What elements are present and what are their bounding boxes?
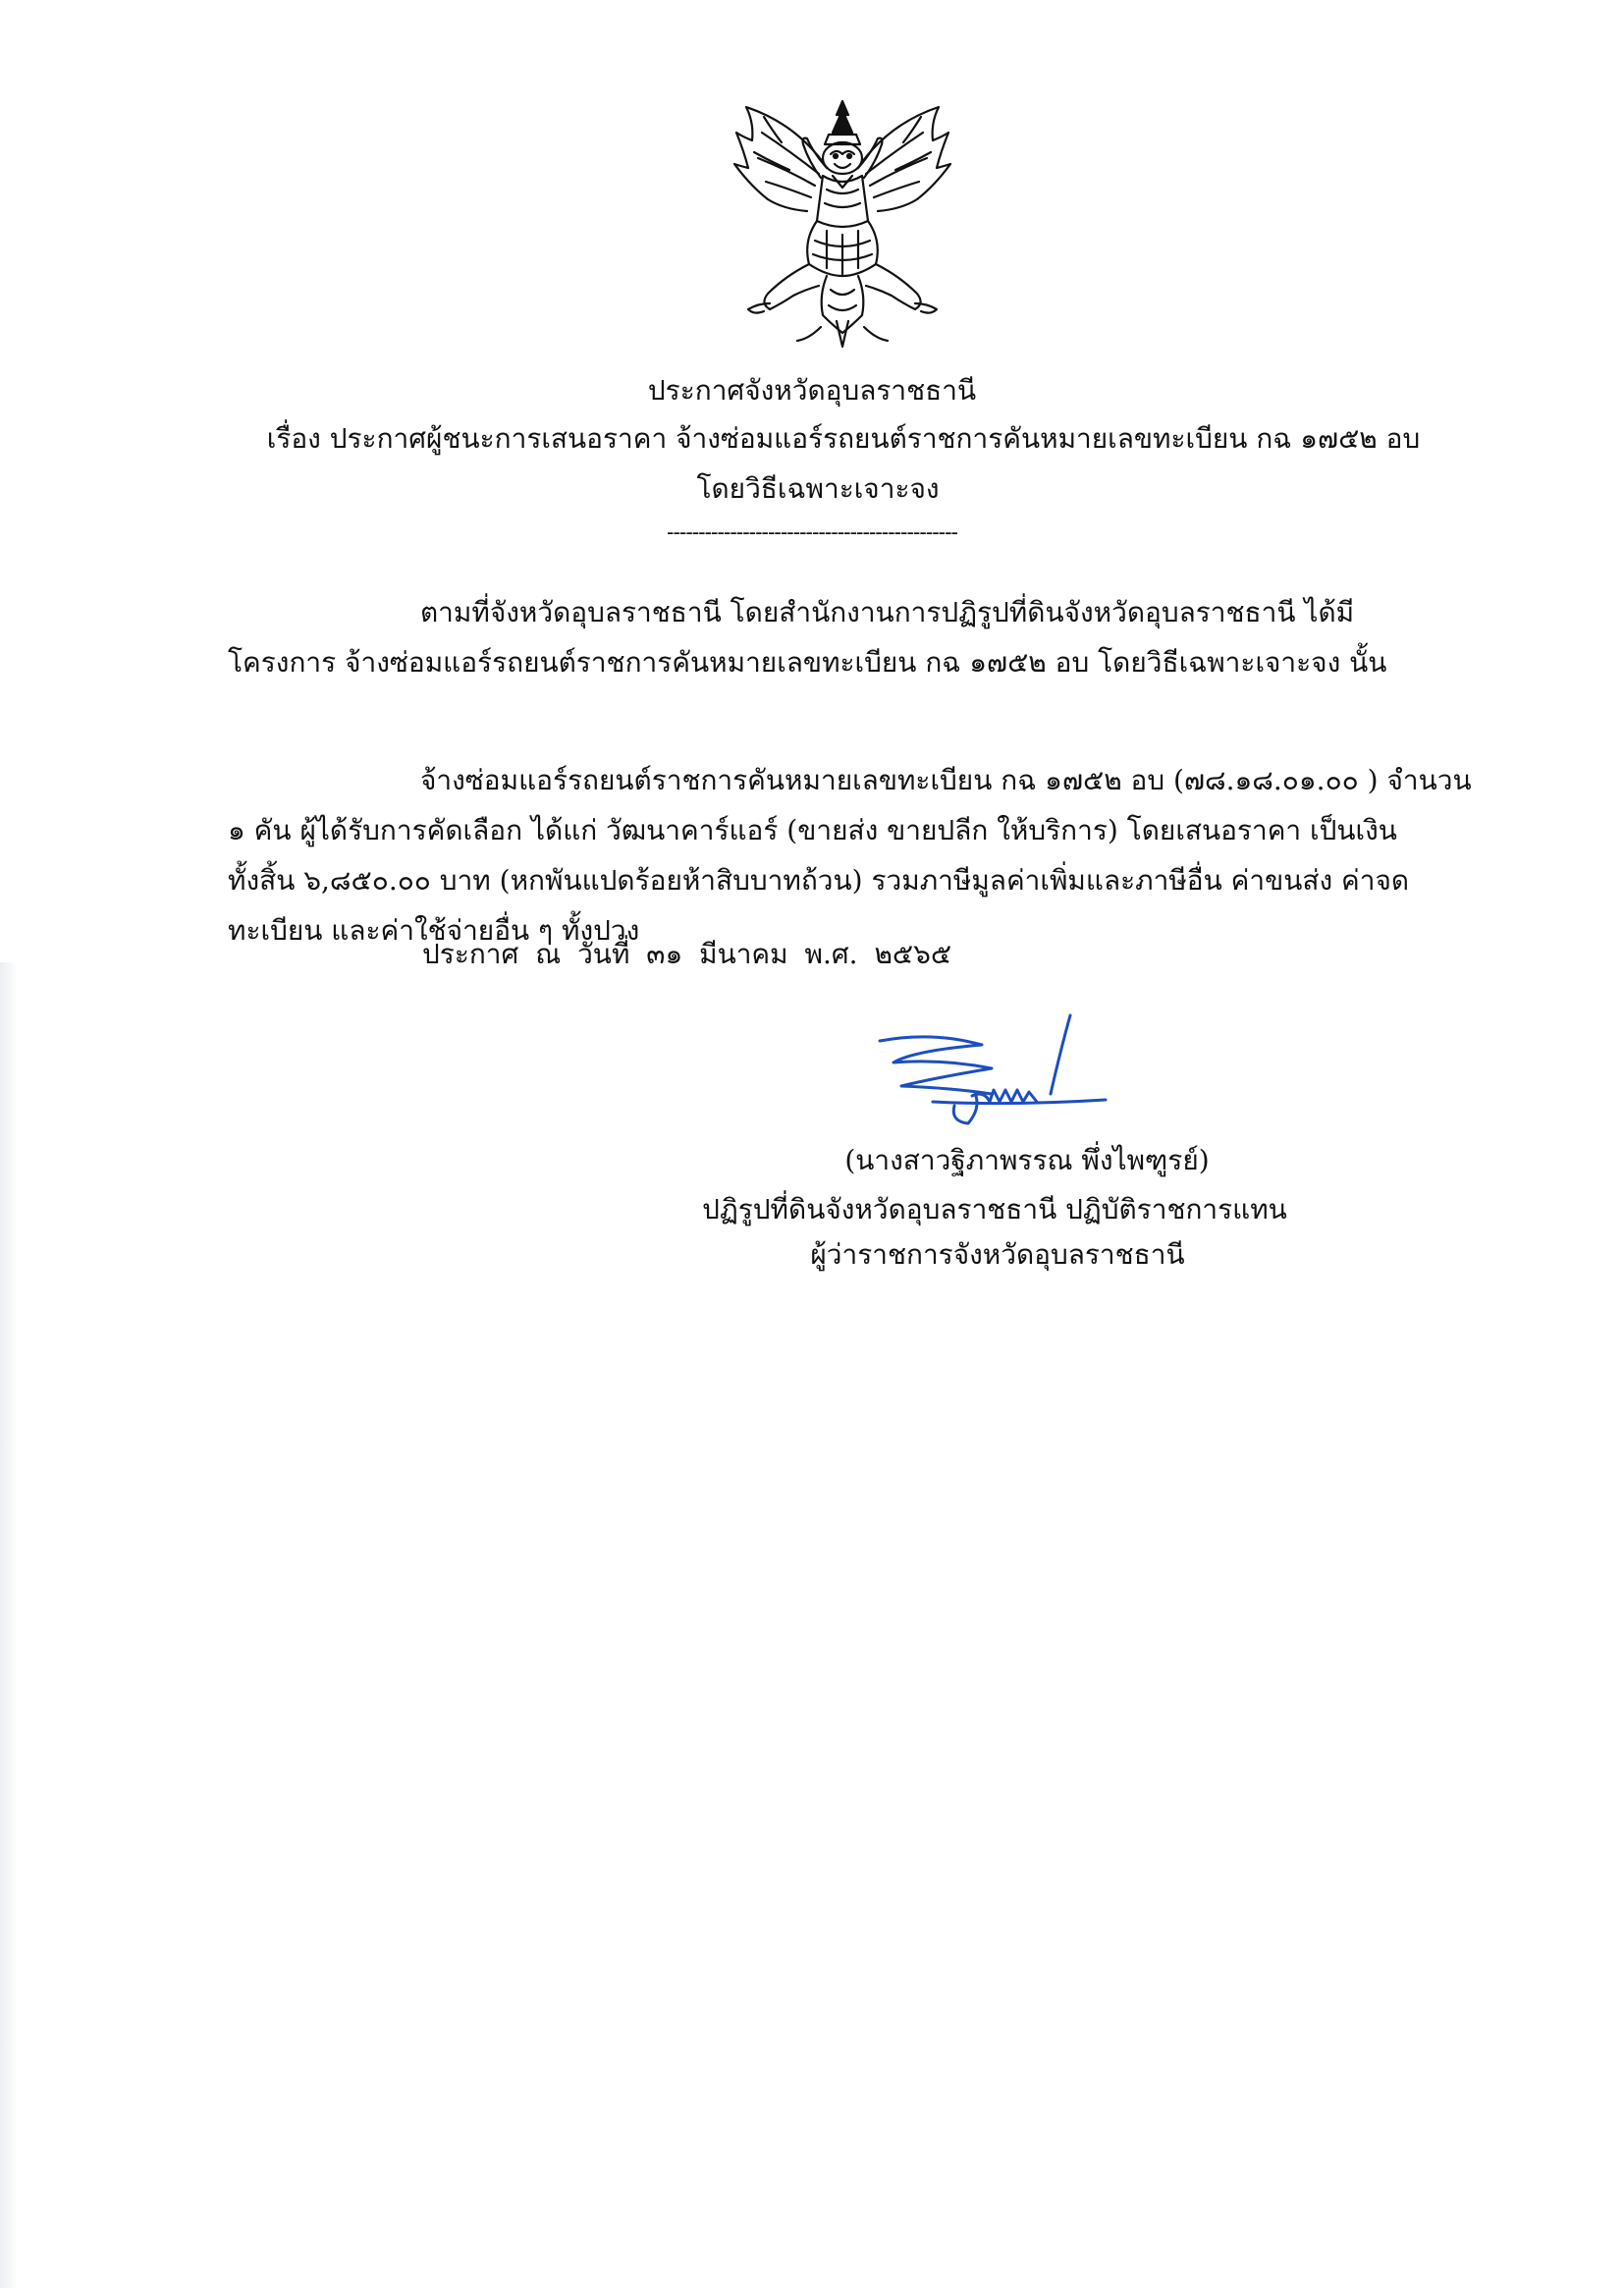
announcement-date: ประกาศ ณ วันที่ ๓๑ มีนาคม พ.ศ. ๒๕๖๕	[422, 938, 952, 970]
paragraph-line: ตามที่จังหวัดอุบลราชธานี โดยสำนักงานการปฏิรูปที่ดินจังหวัดอุบลราชธานี ได้มี	[420, 596, 1355, 628]
paragraph-line: ทะเบียน และค่าใช้จ่ายอื่น ๆ ทั้งปวง	[228, 914, 640, 947]
paragraph-line: ทั้งสิ้น ๖,๘๕๐.๐๐ บาท (หกพันแปดร้อยห้าสิบบาทถ้วน) รวมภาษีมูลค่าเพิ่มและภาษีอื่น ค่าขนส่ง ค่าจด	[228, 864, 1410, 897]
signature-icon	[874, 1011, 1119, 1139]
separator-line: ----------------------------------------------	[667, 520, 957, 545]
paragraph-line: โครงการ จ้างซ่อมแอร์รถยนต์ราชการคันหมายเลขทะเบียน กฉ ๑๗๕๒ อบ โดยวิธีเฉพาะเจาะจง นั้น	[228, 646, 1387, 679]
paragraph-line: ๑ คัน ผู้ได้รับการคัดเลือก ได้แก่ วัฒนาคาร์แอร์ (ขายส่ง ขายปลีก ให้บริการ) โดยเสนอราคา เป็นเงิน	[228, 814, 1397, 846]
scan-edge-shadow	[0, 962, 18, 2288]
paragraph-project	[228, 587, 1465, 687]
garuda-emblem-icon	[725, 93, 960, 358]
paragraph-line: จ้างซ่อมแอร์รถยนต์ราชการคันหมายเลขทะเบียน กฉ ๑๗๕๒ อบ (๗๘.๑๘.๐๑.๐๐ ) จำนวน	[420, 764, 1472, 796]
signatory-authority: ผู้ว่าราชการจังหวัดอุบลราชธานี	[810, 1238, 1185, 1271]
announcement-subject: เรื่อง ประกาศผู้ชนะการเสนอราคา จ้างซ่อมแอร์รถยนต์ราชการคันหมายเลขทะเบียน กฉ ๑๗๕๒ อบ	[266, 422, 1421, 455]
signatory-position: ปฏิรูปที่ดินจังหวัดอุบลราชธานี ปฏิบัติราชการแทน	[702, 1193, 1287, 1226]
announcement-title: ประกาศจังหวัดอุบลราชธานี	[647, 374, 977, 407]
paragraph-winner	[228, 755, 1472, 955]
signatory-name: (นางสาวฐิภาพรรณ พึ่งไพฑูรย์)	[844, 1144, 1210, 1176]
procurement-method: โดยวิธีเฉพาะเจาะจง	[696, 472, 940, 505]
